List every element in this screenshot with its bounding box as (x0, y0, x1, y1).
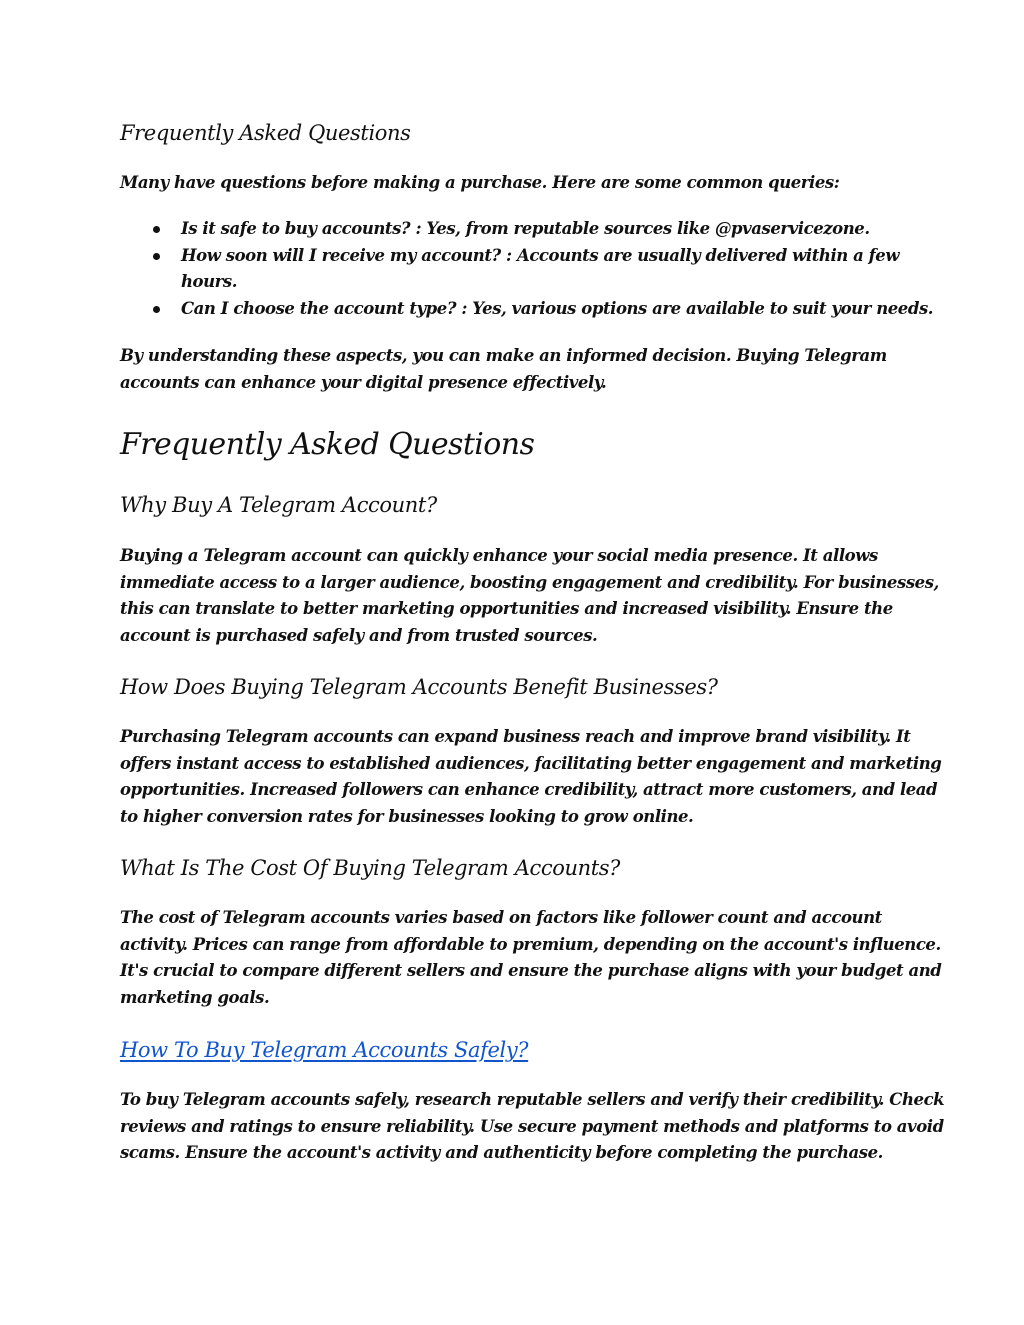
paragraph-line: Many have questions before making a purchase. Here are some common queries: (120, 173, 840, 192)
paragraph-line: activity. Prices can range from affordable to premium, depending on the account's influence. (120, 934, 941, 954)
paragraph-line: Buying a Telegram account can quickly enhance your social media presence. It allows (120, 546, 878, 565)
paragraph-line: this can translate to better marketing opportunities and increased visibility. Ensure the (120, 599, 893, 618)
common-queries-list (120, 216, 934, 322)
paragraph-line: account is purchased safely and from trusted sources. (120, 625, 598, 645)
list-item-line: How soon will I receive my account? : Accounts are usually delivered within a few (181, 245, 900, 265)
paragraph-line: scams. Ensure the account's activity and authenticity before completing the purchase. (120, 1143, 883, 1162)
question-heading: What Is The Cost Of Buying Telegram Accounts? (120, 856, 620, 880)
paragraph-line: reviews and ratings to ensure reliability. Use secure payment methods and platforms to avoid (120, 1116, 944, 1136)
section-heading: Frequently Asked Questions (120, 121, 411, 145)
answer-paragraph (120, 543, 939, 649)
answer-paragraph (120, 724, 942, 830)
intro-paragraph (120, 170, 910, 197)
answer-paragraph (120, 905, 942, 1011)
paragraph-line: offers instant access to established audiences, facilitating better engagement and marketing (120, 753, 942, 773)
question-heading: Why Buy A Telegram Account? (120, 493, 437, 517)
question-heading: How Does Buying Telegram Accounts Benefit Businesses? (120, 675, 718, 699)
list-item-line: Is it safe to buy accounts? : Yes, from reputable sources like @pvaservicezone. (181, 219, 870, 238)
bullet-icon (153, 226, 160, 233)
closing-paragraph (120, 343, 910, 396)
page-title: Frequently Asked Questions (120, 427, 535, 462)
paragraph-line: To buy Telegram accounts safely, research reputable sellers and verify their credibility. Check (120, 1090, 945, 1109)
bullet-icon (153, 306, 160, 313)
list-item-line: hours. (181, 272, 238, 291)
paragraph-line: By understanding these aspects, you can make an informed decision. Buying Telegram (120, 346, 887, 365)
question-heading-link[interactable]: How To Buy Telegram Accounts Safely? (120, 1038, 529, 1062)
list-item (120, 243, 910, 296)
paragraph-line: accounts can enhance your digital presence effectively. (120, 372, 607, 392)
paragraph-line: The cost of Telegram accounts varies based on factors like follower count and account (120, 908, 882, 927)
paragraph-line: It's crucial to compare different sellers and ensure the purchase aligns with your budget and (120, 961, 942, 980)
list-item (120, 296, 934, 323)
answer-paragraph (120, 1087, 945, 1167)
paragraph-line: immediate access to a larger audience, boosting engagement and credibility. For businesses, (120, 572, 939, 592)
paragraph-line: Purchasing Telegram accounts can expand business reach and improve brand visibility. It (120, 727, 911, 746)
paragraph-line: marketing goals. (120, 987, 270, 1007)
paragraph-line: to higher conversion rates for businesses looking to grow online. (120, 806, 694, 826)
list-item (120, 216, 910, 243)
bullet-icon (153, 253, 160, 260)
list-item-line: Can I choose the account type? : Yes, various options are available to suit your needs. (181, 298, 934, 318)
paragraph-line: opportunities. Increased followers can enhance credibility, attract more customers, and lead (120, 780, 938, 799)
